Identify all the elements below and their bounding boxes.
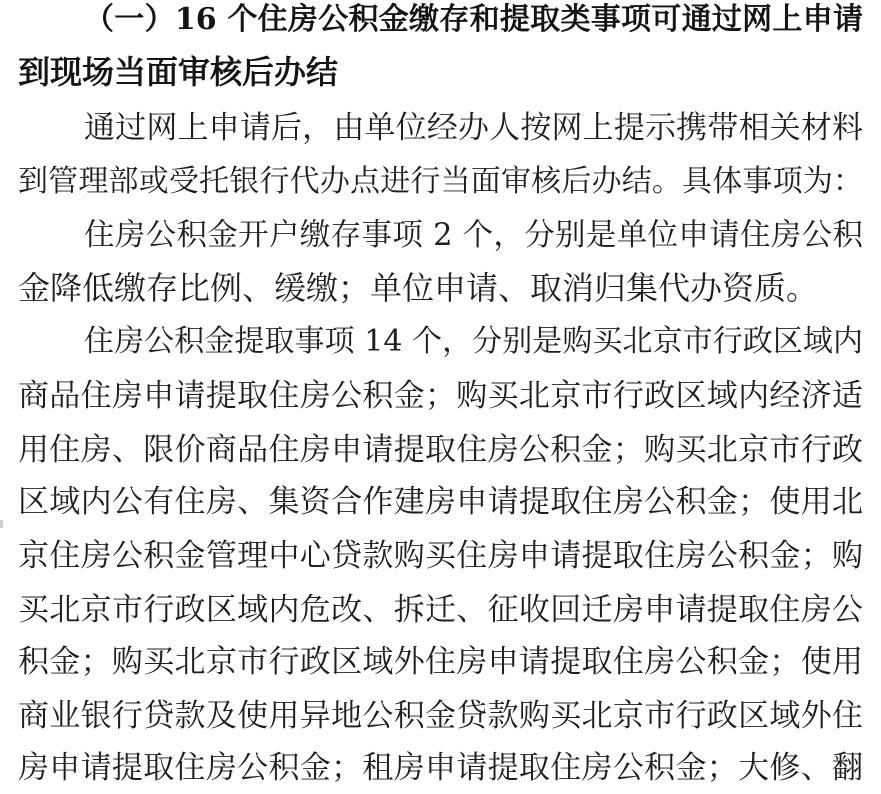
section-heading-line-2: 到现场当面审核后办结: [18, 53, 339, 91]
paragraph-3-line-9: 房申请提取住房公积金；租房申请提取住房公积金；大修、翻: [18, 750, 863, 786]
paragraph-3-line-3: 用住房、限价商品住房申请提取住房公积金；购买北京市行政: [18, 432, 863, 468]
paragraph-2-line-1: 住房公积金开户缴存事项 2 个，分别是单位申请住房公积: [84, 218, 863, 253]
paragraph-3-line-8: 商业银行贷款及使用异地公积金贷款购买北京市行政区域外住: [18, 698, 863, 734]
section-heading-line-1: （一）16 个住房公积金缴存和提取类事项可通过网上申请: [84, 2, 863, 37]
paragraph-1-line-2: 到管理部或受托银行代办点进行当面审核后办结。具体事项为：: [18, 164, 863, 199]
paragraph-3-line-6: 买北京市行政区域内危改、拆迁、征收回迁房申请提取住房公: [18, 592, 863, 628]
paragraph-3-line-1: 住房公积金提取事项 14 个，分别是购买北京市行政区域内: [84, 324, 863, 359]
paragraph-3-line-5: 京住房公积金管理中心贷款购买住房申请提取住房公积金；购: [18, 538, 863, 574]
scan-margin-mark: [0, 520, 3, 528]
paragraph-3-line-2: 商品住房申请提取住房公积金；购买北京市行政区域内经济适: [18, 378, 863, 414]
paragraph-3-line-4: 区域内公有住房、集资合作建房申请提取住房公积金；使用北: [18, 484, 863, 520]
paragraph-2-line-2: 金降低缴存比例、缓缴；单位申请、取消归集代办资质。: [18, 269, 819, 307]
paragraph-1-line-1: 通过网上申请后，由单位经办人按网上提示携带相关材料: [84, 110, 863, 146]
paragraph-3-line-7: 积金；购买北京市行政区域外住房申请提取住房公积金；使用: [18, 644, 863, 680]
